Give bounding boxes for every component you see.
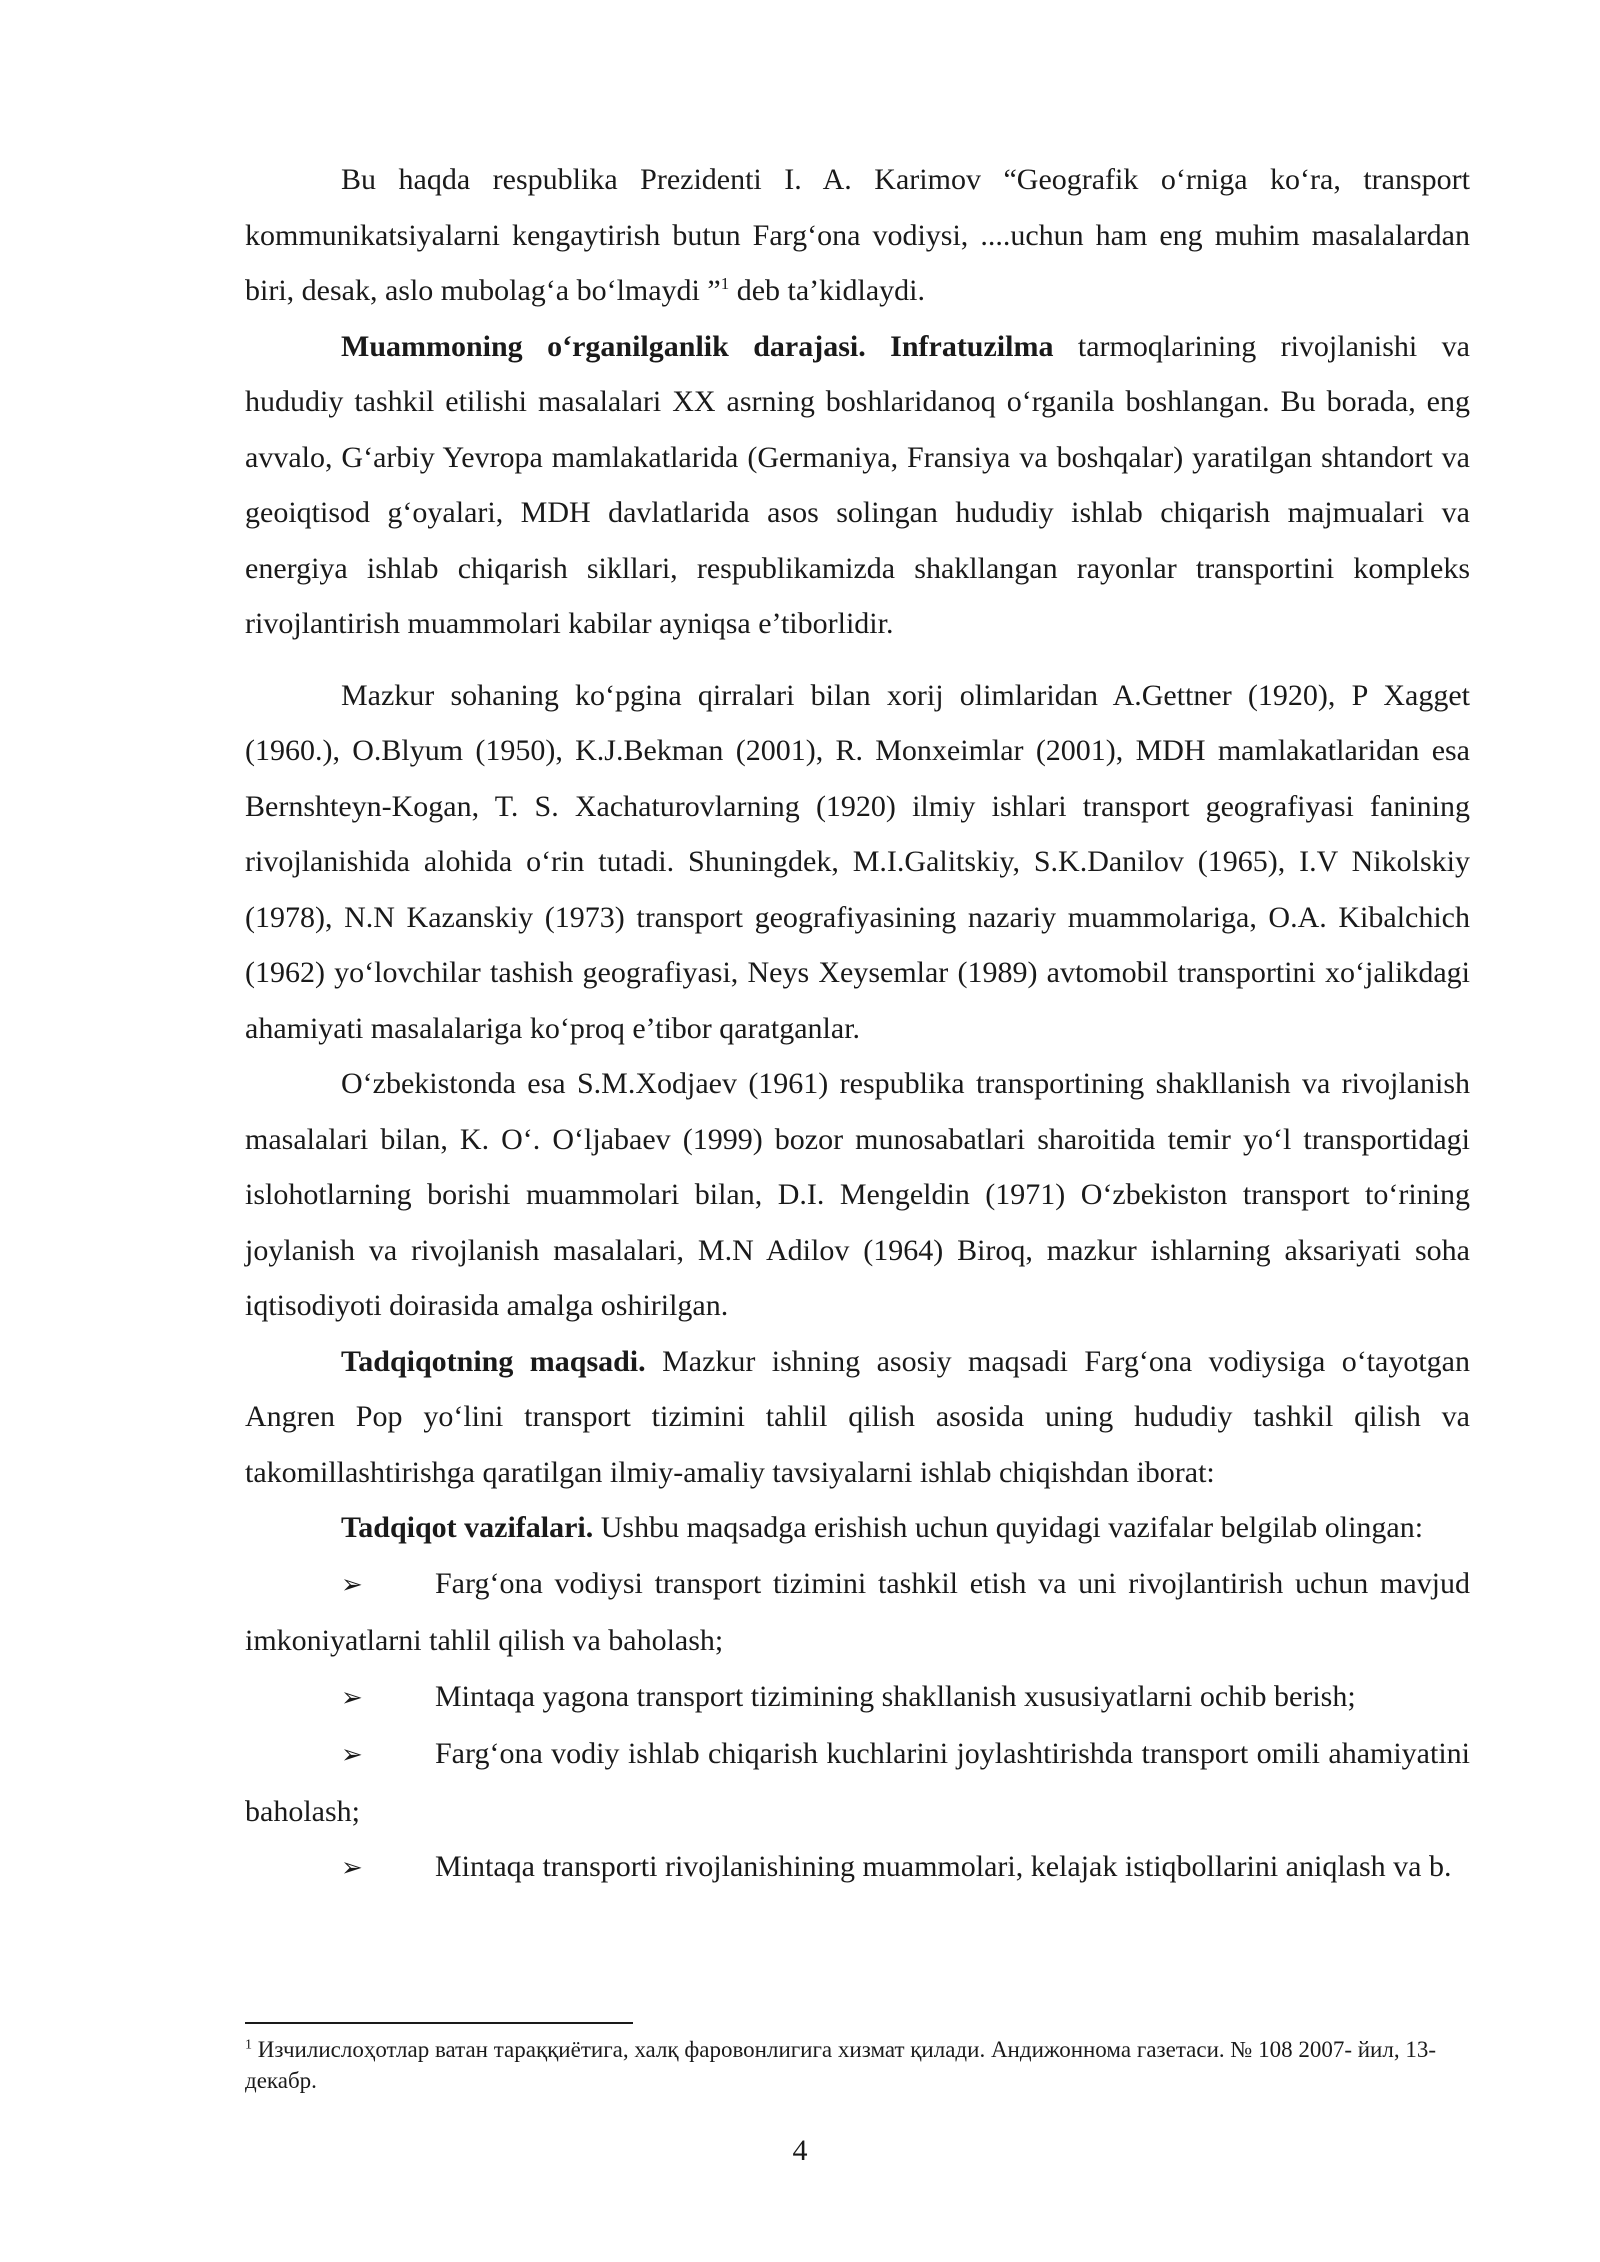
- list-item-text: Fargʻona vodiy ishlab chiqarish kuchlarini joylashtirishda transport omili ahamiyatini baholash;: [245, 1737, 1470, 1828]
- section-heading-research-goal: Tadqiqotning maqsadi.: [341, 1344, 646, 1378]
- body-text: [245, 152, 1470, 1897]
- paragraph-text: Ushbu maqsadga erishish uchun quyidagi vazifalar belgilab olingan:: [593, 1511, 1424, 1544]
- paragraph-research-goal: [245, 1334, 1470, 1501]
- arrow-bullet-icon: ➢: [341, 1569, 363, 1600]
- section-heading-research-tasks: Tadqiqot vazifalari.: [341, 1511, 594, 1544]
- paragraph-research-level: [245, 319, 1470, 652]
- arrow-bullet-icon: ➢: [341, 1740, 363, 1770]
- footnote-reference[interactable]: 1: [720, 274, 730, 293]
- list-item: [245, 1726, 1470, 1839]
- paragraph-text: Oʻzbekistonda esa S.M.Xodjaev (1961) respublika transportining shakllanish va rivojlanish masalalari bilan, K. Oʻ. Oʻljabaev (1999) bozor munosabatlari sharoitida temir yoʻl transportidagi islohotlarning borishi muammolari bilan, D.I. Mengeldin (1971) Oʻzbekiston transport toʻrining joylanish va rivojlanish masalalari, M.N Adilov (1964) Biroq, mazkur ishlarning aksariyati soha iqtisodiyoti doirasida amalga oshirilgan.: [245, 1067, 1470, 1322]
- footnote-text: Изчилислоҳотлар ватан тараққиётига, халқ фаровонлигига хизмат қилади. Андижонномa газетаси. № 108 2007- йил, 13-декабр.: [245, 2037, 1436, 2093]
- list-item-text: Mintaqa transporti rivojlanishining muammolari, kelajak istiqbollarini aniqlash va b.: [435, 1850, 1452, 1883]
- section-heading-research-level: Muammoning oʻrganilganlik darajasi.: [341, 329, 866, 363]
- list-item: [245, 1839, 1470, 1897]
- paragraph-text-tail: deb ta’kidlaydi.: [729, 274, 925, 307]
- paragraph-research-tasks: [245, 1500, 1470, 1556]
- list-item: [245, 1669, 1470, 1727]
- footnote-number: 1: [245, 2037, 252, 2053]
- list-item: [245, 1556, 1470, 1669]
- footnote: [245, 2034, 1470, 2096]
- paragraph-text: Bu haqda respublika Prezidenti I. A. Karimov “Geografik oʻrniga koʻra, transport kommunikatsiyalarni kengaytirish butun Fargʻona vodiysi, ....uchun ham eng muhim masalalardan biri, desak, aslo mubolagʻa boʻlmaydi ”: [245, 163, 1470, 307]
- arrow-bullet-icon: ➢: [341, 1682, 363, 1713]
- paragraph-uzbek-scholars: [245, 1056, 1470, 1334]
- paragraph-text: Mazkur sohaning koʻpgina qirralari bilan xorij olimlaridan A.Gettner (1920), P Xagget (1960.), O.Blyum (1950), K.J.Bekman (2001), R. Monxeimlar (2001), MDH mamlakatlaridan esa Bernshteyn-Kogan, T. S. Xachaturovlarning (1920) ilmiy ishlari transport geografiyasi fanining rivojlanishida alohida oʻrin tutadi. Shuningdek, M.I.Galitskiy, S.K.Danilov (1965), I.V Nikolskiy (1978), N.N Kazanskiy (1973) transport geografiyasining nazariy muammolariga, O.A. Kibalchich (1962) yoʻlovchilar tashish geografiyasi, Neys Xeysemlar (1989) avtomobil transportini xoʻjalikdagi ahamiyati masalalariga koʻproq e’tibor qaratganlar.: [245, 678, 1470, 1045]
- paragraph-text: Mazkur ishning asosiy maqsadi Fargʻona vodiysiga oʻtayotgan Angren Pop yoʻlini transport tizimini tahlil qilish asosida uning hududiy tashkil qilish va takomillashtirishga qaratilgan ilmiy-amaliy tavsiyalarni ishlab chiqishdan iborat:: [245, 1344, 1470, 1489]
- paragraph-foreign-scholars: [245, 668, 1470, 1057]
- paragraph-text: tarmoqlarining rivojlanishi va hududiy tashkil etilishi masalalari XX asrning boshlaridanoq oʻrganila boshlangan. Bu borada, eng avvalo, Gʻarbiy Yevropa mamlakatlarida (Germaniya, Fransiya va boshqalar) yaratilgan shtandort va geoiqtisod gʻoyalari, MDH davlatlarida asos solingan hududiy ishlab chiqarish majmualari va energiya ishlab chiqarish sikllari, respublikamizda shakllangan rayonlar transportini kompleks rivojlantirish muammolari kabilar ayniqsa e’tiborlidir.: [245, 329, 1470, 640]
- list-item-text: Mintaqa yagona transport tizimining shakllanish xususiyatlarni ochib berish;: [435, 1679, 1356, 1713]
- list-item-text: Fargʻona vodiysi transport tizimini tashkil etish va uni rivojlantirish uchun mavjud imkoniyatlarni tahlil qilish va baholash;: [245, 1566, 1470, 1657]
- paragraph-intro-quote: [245, 152, 1470, 319]
- arrow-bullet-icon: ➢: [341, 1853, 363, 1883]
- page-number: 4: [792, 2134, 808, 2167]
- footnote-separator: [245, 2022, 633, 2024]
- bold-term-infrastructure: Infratuzilma: [890, 329, 1054, 363]
